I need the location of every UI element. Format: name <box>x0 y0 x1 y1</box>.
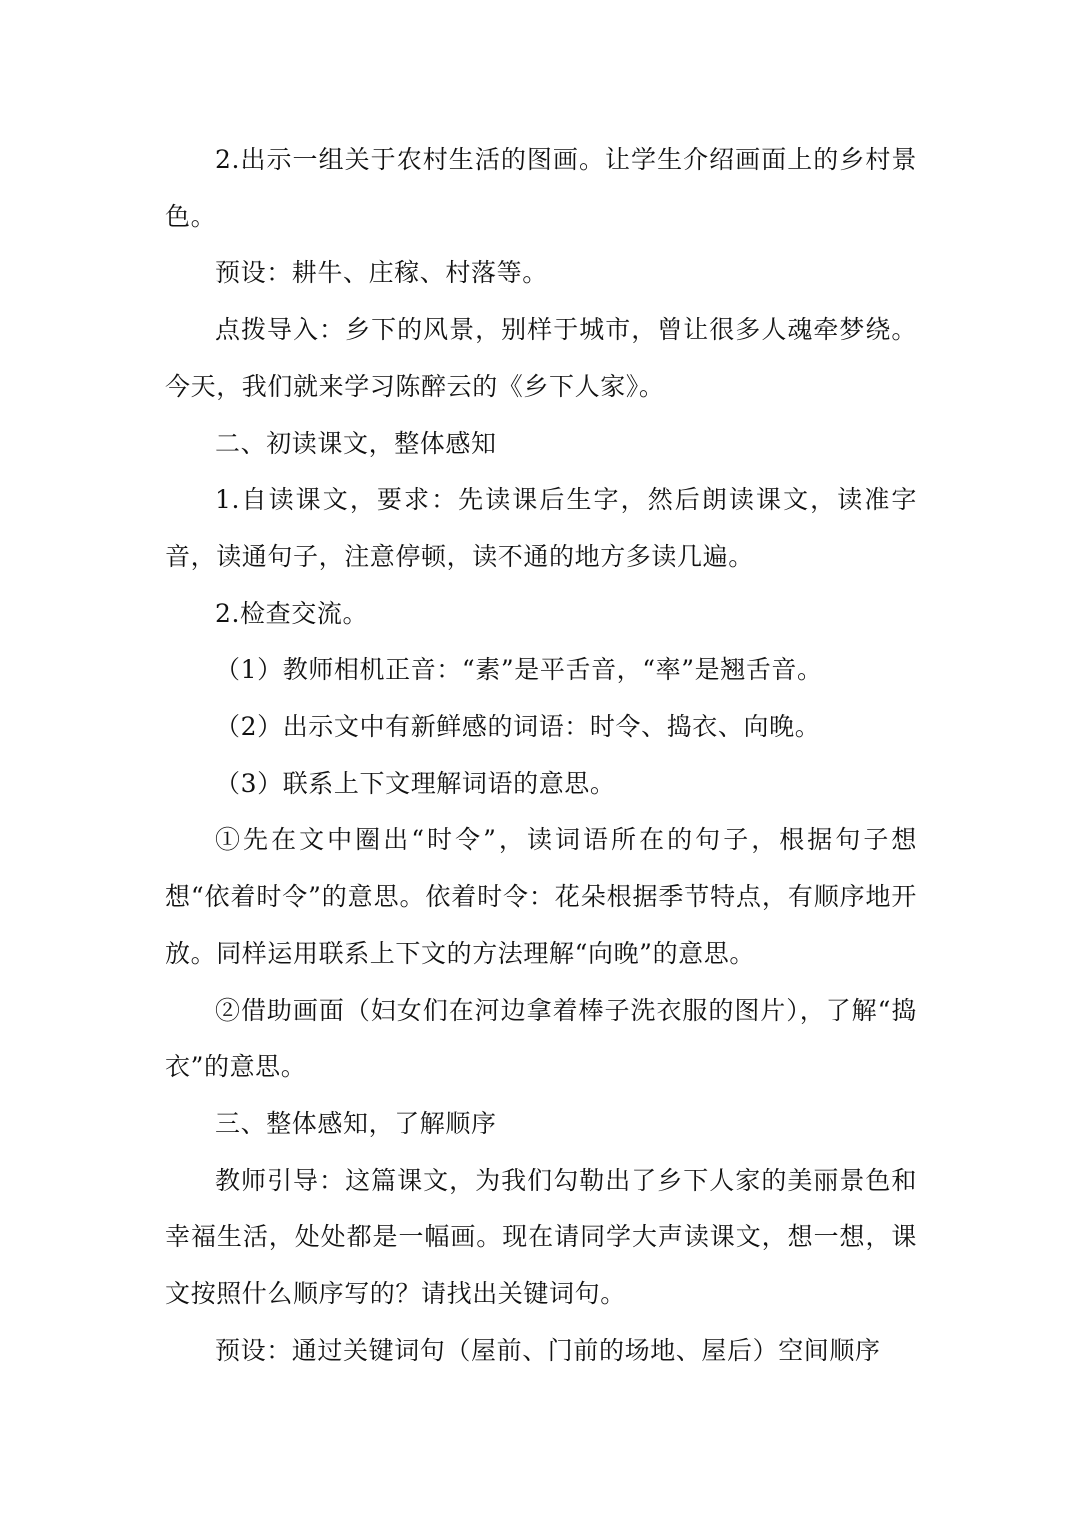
paragraph-step-1: ①先在文中圈出“时令”，读词语所在的句子，根据句子想想“依着时令”的意思。依着时令：花朵根据季节特点，有顺序地开放。同样运用联系上下文的方法理解“向晚”的意思。 <box>165 825 917 968</box>
paragraph-intro-pictures: 2.出示一组关于农村生活的图画。让学生介绍画面上的乡村景色。 <box>165 145 917 231</box>
document-body <box>165 132 917 1379</box>
paragraph-check: 2.检查交流。 <box>215 598 369 628</box>
paragraph-step-2: ②借助画面（妇女们在河边拿着棒子洗衣服的图片），了解“捣衣”的意思。 <box>165 995 917 1082</box>
section-heading-2: 二、初读课文，整体感知 <box>215 428 497 458</box>
paragraph-preset-1: 预设：耕牛、庄稼、村落等。 <box>215 258 548 288</box>
paragraph-self-read: 1.自读课文，要求：先读课后生字，然后朗读课文，读准字音，读通句子，注意停顿，读不通的地方多读几遍。 <box>165 485 917 571</box>
paragraph-preset-2: 预设：通过关键词句（屋前、门前的场地、屋后）空间顺序 <box>215 1335 881 1365</box>
paragraph-sub-1: （1）教师相机正音：“素”是平舌音，“率”是翘舌音。 <box>215 655 823 685</box>
section-heading-3: 三、整体感知，了解顺序 <box>215 1108 497 1138</box>
paragraph-sub-3: （3）联系上下文理解词语的意思。 <box>215 768 616 798</box>
paragraph-teacher-guide: 教师引导：这篇课文，为我们勾勒出了乡下人家的美丽景色和幸福生活，处处都是一幅画。现在请同学大声读课文，想一想，课文按照什么顺序写的？请找出关键词句。 <box>165 1165 917 1309</box>
paragraph-lead-in: 点拨导入：乡下的风景，别样于城市，曾让很多人魂牵梦绕。今天，我们就来学习陈醉云的《乡下人家》。 <box>165 315 917 401</box>
paragraph-sub-2: （2）出示文中有新鲜感的词语：时令、捣衣、向晚。 <box>215 712 821 742</box>
